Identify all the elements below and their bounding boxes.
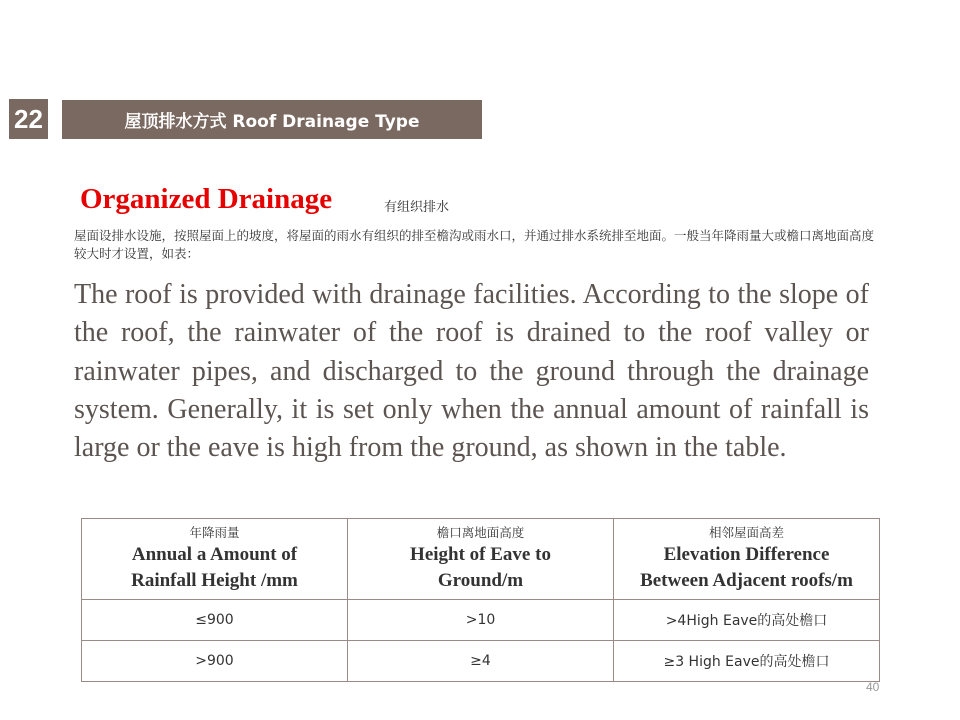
table-cell: >900 xyxy=(82,641,348,682)
table-cell: ≥4 xyxy=(348,641,614,682)
page-title: 屋顶排水方式 Roof Drainage Type xyxy=(124,112,420,132)
table-cell: ≤900 xyxy=(82,600,348,641)
section-heading-cn: 有组织排水 xyxy=(384,200,450,215)
table-header-cell xyxy=(614,519,880,600)
table-header-cell xyxy=(348,519,614,600)
slide-number: 22 xyxy=(14,103,43,134)
title-bar xyxy=(62,100,482,139)
paragraph-cn: 屋面设排水设施，按照屋面上的坡度，将屋面的雨水有组织的排至檐沟或雨水口，并通过排水系统排至地面。一般当年降雨量大或檐口离地面高度较大时才设置，如表： xyxy=(74,228,875,261)
header-cn: 檐口离地面高度 xyxy=(436,525,525,540)
drainage-table xyxy=(81,518,880,682)
page-number: 40 xyxy=(866,680,880,694)
table-cell: ≥3 High Eave的高处檐口 xyxy=(614,641,880,682)
paragraph-en: The roof is provided with drainage facilities. According to the slope of the roof, the rainwater of the roof is drained to the roof valley or rainwater pipes, and discharged to the ground through the drainage system. Generally, it is set only when the annual amount of rainfall is large or the eave is high from the ground, as shown in the table. xyxy=(74,279,869,464)
section-heading: Organized Drainage xyxy=(80,183,333,215)
table-header-row xyxy=(82,519,880,600)
header-en: Elevation Difference Between Adjacent roofs/m xyxy=(640,544,853,591)
header-cn: 年降雨量 xyxy=(189,525,240,540)
slide-number-badge xyxy=(9,99,48,139)
header-en: Annual a Amount of Rainfall Height /mm xyxy=(131,544,298,591)
table-header-cell xyxy=(82,519,348,600)
table-cell: >10 xyxy=(348,600,614,641)
header-en: Height of Eave to Ground/m xyxy=(410,544,551,591)
table-row xyxy=(82,641,880,682)
header-cn: 相邻屋面高差 xyxy=(708,525,784,540)
table-row xyxy=(82,600,880,641)
table-cell: >4High Eave的高处檐口 xyxy=(614,600,880,641)
